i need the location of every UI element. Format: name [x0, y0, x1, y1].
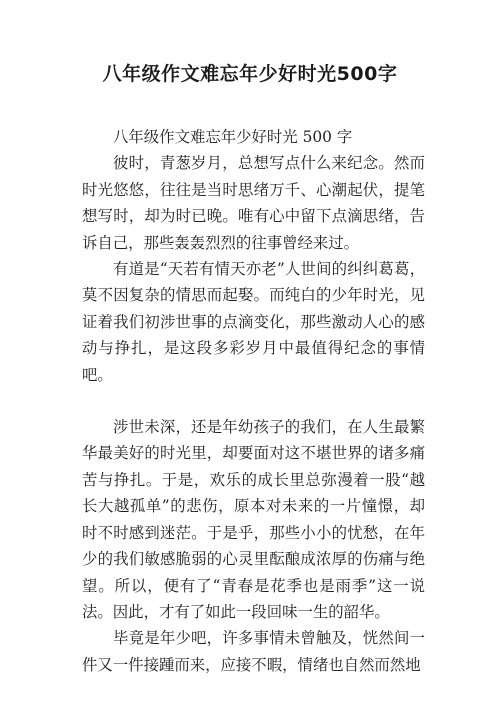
paragraph-3: 涉世未深，还是年幼孩子的我们，在人生最繁华最美好的时光里，却要面对这不堪世界的诸多痛苦与挣扎。于是，欢乐的成长里总弥漫着一股“越长大越孤单”的悲伤，原本对未来的一片憧憬，却时不时感到迷茫。于是乎，那些小小的忧愁，在年少的我们敏感脆弱的心灵里酝酿成浓厚的伤痛与绝望。所以，便有了“青春是花季也是雨季”这一说法。因此，才有了如此一段回味一生的韶华。	[82, 418, 425, 621]
page-title: 八年级作文难忘年少好时光500字	[102, 63, 398, 85]
paragraph-1: 彼时，青葱岁月，总想写点什么来纪念。然而时光悠悠，往往是当时思绪万千、心潮起伏，提笔想写时，却为时已晚。唯有心中留下点滴思绪，告诉自己，那些轰轰烈烈的往事曾经来过。	[82, 154, 425, 252]
subtitle-paragraph: 八年级作文难忘年少好时光 500 字	[113, 128, 353, 146]
article-body	[82, 124, 425, 678]
paragraph-2: 有道是“天若有情天亦老”人世间的纠纠葛葛，莫不因复杂的情思而起娶。而纯白的少年时光，见证着我们初涉世事的点滴变化，那些激动人心的感动与挣扎，是这段多彩岁月中最值得纪念的事情吧。	[82, 260, 425, 384]
paragraph-4: 毕竟是年少吧，许多事情未曾触及，恍然间一件又一件接踵而来，应接不暇，情绪也自然而然地	[82, 629, 425, 674]
